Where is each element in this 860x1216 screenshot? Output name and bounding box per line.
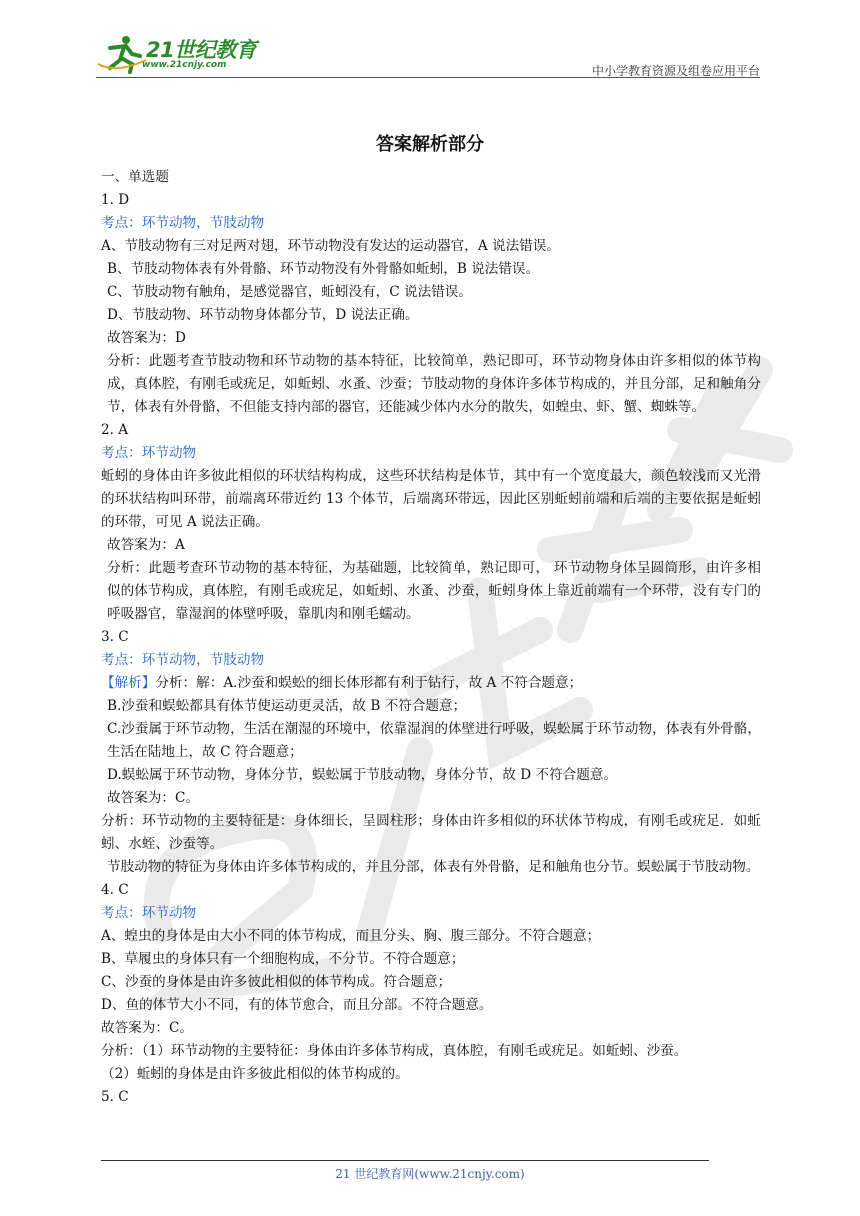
content-line: 考点：环节动物，节肢动物 [101,215,265,231]
section-heading: 一、单选题 [101,169,169,185]
logo-text: 21世纪教育 [146,38,257,62]
content-line: 分析：环节动物的主要特征是：身体细长，呈圆柱形；身体由许多相似的环状体节构成，有刚毛或疣足．如蚯蚓、水蛭、沙蚕等。 [101,813,761,852]
content-line: 蚯蚓的身体由许多彼此相似的环状结构构成，这些环状结构是体节，其中有一个宽度最大，颜色较浅而又光滑的环状结构叫环带，前端离环带近约 13 个体节，后端离环带远，因此区别蚯蚓前端和后端的主要依据是蚯蚓的环带，可见 A 说法正确。 [101,468,761,530]
page-title: 答案解析部分 [376,134,484,155]
site-logo[interactable] [96,34,266,74]
content-line: B、草履虫的身体只有一个细胞构成，不分节。不符合题意； [101,951,465,967]
header-divider [96,77,760,78]
analysis-tag: 【解析】 [101,675,156,691]
content-line: C、节肢动物有触角，是感觉器官，蚯蚓没有，C 说法错误。 [107,284,472,300]
runner-logo-icon [96,34,148,74]
content-line: 故答案为：A [107,537,185,553]
content-line: 分析：此题考查环节动物的基本特征，为基础题，比较简单，熟记即可， 环节动物身体呈圆筒形，由许多相似的体节构成，真体腔，有刚毛或疣足，如蚯蚓、水蚤、沙蚕，蚯蚓身体上靠近前端有一个环带，没有专门的呼吸器官，靠湿润的体壁呼吸，靠肌肉和刚毛蠕动。 [107,560,761,622]
content-line: B、节肢动物体表有外骨骼、环节动物没有外骨骼如蚯蚓，B 说法错误。 [107,261,540,277]
content-line: 4. C [101,882,129,898]
content-line: 3. C [101,629,129,645]
content-line: 考点：环节动物，节肢动物 [101,652,265,668]
content-line: A、蝗虫的身体是由大小不同的体节构成，而且分头、胸、腹三部分。不符合题意； [101,928,601,944]
page-header [96,30,760,78]
content-line: 故答案为：C。 [107,790,199,806]
footer-text[interactable]: 21 世纪教育网(www.21cnjy.com) [335,1167,525,1181]
analysis-text: 分析：解：A.沙蚕和蜈蚣的细长体形都有利于钻行，故 A 不符合题意； [155,675,583,691]
footer-divider [101,1160,709,1161]
content-line: 1. D [101,192,130,208]
content-line: 考点：环节动物 [101,445,197,461]
content-line: D、节肢动物、环节动物身体都分节，D 说法正确。 [107,307,419,323]
content-line: （2）蚯蚓的身体是由许多彼此相似的体节构成的。 [101,1066,409,1082]
content-line: D、鱼的体节大小不同，有的体节愈合，而且分部。不符合题意。 [101,997,493,1013]
content-line: 考点：环节动物 [101,905,197,921]
header-platform-text: 中小学教育资源及组卷应用平台 [591,64,760,78]
content-line: D.蜈蚣属于环节动物，身体分节，蜈蚣属于节肢动物，身体分节，故 D 不符合题意。 [107,767,618,783]
content-line: 分析：此题考查节肢动物和环节动物的基本特征，比较简单，熟记即可，环节动物身体由许多相似的体节构成，真体腔，有刚毛或疣足，如蚯蚓、水蚤、沙蚕；节肢动物的身体许多体节构成的，并且分部，足和触角分节，体表有外骨骼，不但能支持内部的器官，还能减少体内水分的散失，如蝗虫、虾、蟹、蜘蛛等。 [107,353,761,415]
content-line: C.沙蚕属于环节动物，生活在潮湿的环境中，依靠湿润的体壁进行呼吸，蜈蚣属于环节动物，体表有外骨骼，生活在陆地上，故 C 符合题意； [107,721,761,760]
content-line [101,672,761,695]
content-line: C、沙蚕的身体是由许多彼此相似的体节构成。符合题意； [101,974,452,990]
logo-url: www.21cnjy.com [142,60,227,70]
content-line: A、节肢动物有三对足两对翅，环节动物没有发达的运动器官，A 说法错误。 [101,238,560,254]
content-line: 5. C [101,1089,129,1105]
content-line: 2. A [101,422,129,438]
content-line: 故答案为：D [107,330,186,346]
content-line: B.沙蚕和蜈蚣都具有体节使运动更灵活，故 B 不符合题意； [107,698,467,714]
content-line: 分析：（1）环节动物的主要特征：身体由许多体节构成，真体腔，有刚毛或疣足。如蚯蚓、沙蚕。 [101,1043,688,1059]
answer-content [101,166,761,1109]
content-line: 故答案为：C。 [101,1020,193,1036]
content-line: 节肢动物的特征为身体由许多体节构成的，并且分部，体表有外骨骼，足和触角也分节。蜈蚣属于节肢动物。 [107,859,760,875]
